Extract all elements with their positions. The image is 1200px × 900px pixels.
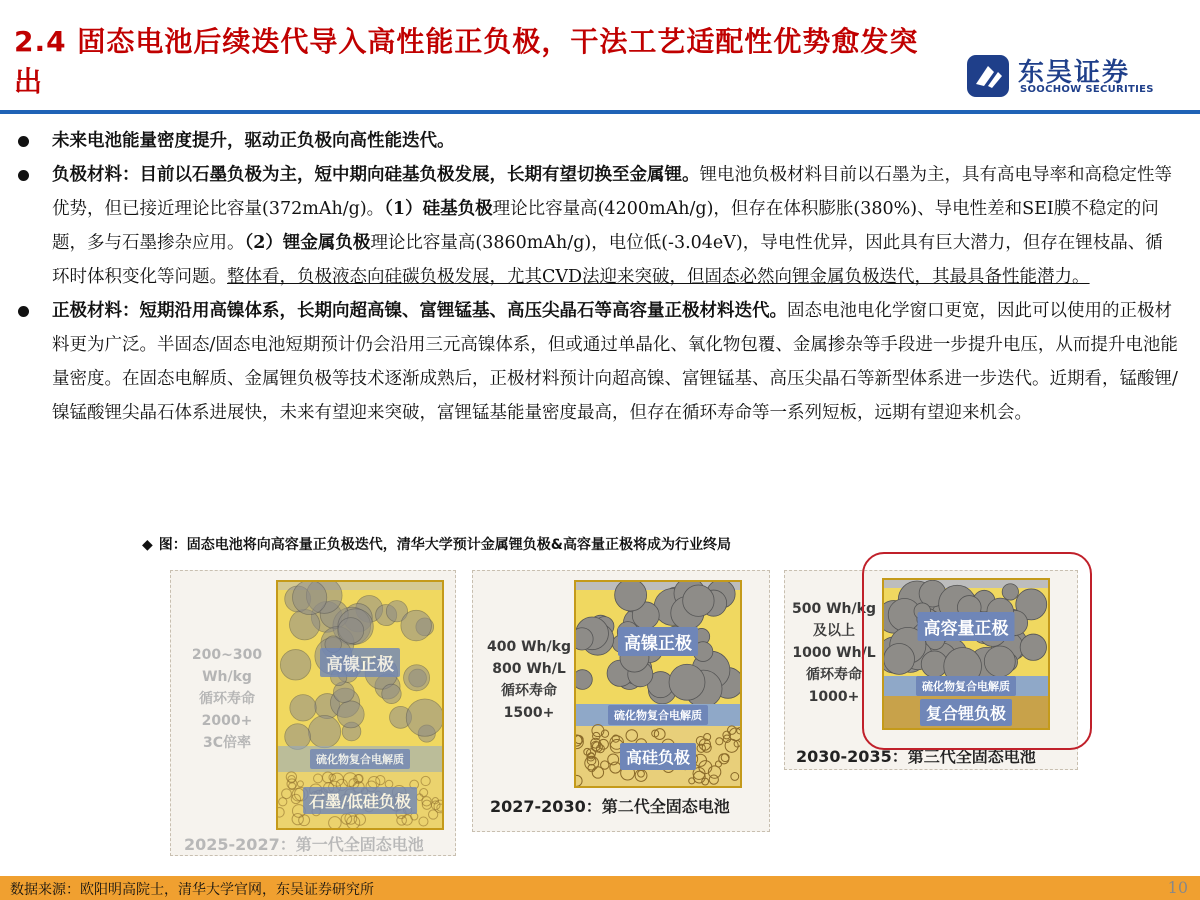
footer-bar: [0, 876, 1200, 900]
spec-line: 2000+: [201, 713, 253, 729]
bullet-dot-icon: [18, 170, 29, 181]
anode-label: 石墨/低硅负极: [303, 787, 417, 814]
cathode-particle: [576, 670, 592, 690]
spec-line: 循环寿命: [806, 667, 862, 683]
anode-label: 高硅负极: [620, 743, 696, 770]
battery-generations-figure: [170, 558, 1078, 856]
diamond-icon: ◆: [142, 537, 153, 553]
soochow-logo-icon: [966, 54, 1010, 98]
bullet-dot-icon: [18, 136, 29, 147]
bullet-item: [14, 158, 1180, 294]
spec-line: 循环寿命: [501, 683, 557, 699]
brand-logo: [966, 54, 1166, 98]
bullet-lead: 未来电池能量密度提升，驱动正负极向高性能迭代。: [52, 131, 455, 151]
bullet-tag: （1）硅基负极: [384, 199, 493, 219]
cathode-particle: [308, 716, 340, 748]
cathode-label: 高镍正极: [618, 627, 698, 656]
cathode-particle: [290, 695, 316, 721]
spec-line: 1500+: [503, 705, 555, 721]
battery-cell-diagram-2: [574, 580, 742, 788]
cathode-particle: [285, 724, 311, 750]
cathode-particle: [293, 582, 327, 615]
cathode-particle: [615, 582, 647, 611]
header-divider: [0, 110, 1200, 114]
bullet-body: 锂电池负极材料目前以石墨为主，具有高电导率和高稳定性等优势，但已接近理论比容量(372mAh/g)。: [52, 165, 1172, 219]
spec-line: 1000 Wh/L: [792, 645, 876, 661]
anode-label: 复合锂负极: [920, 699, 1012, 726]
generation-label-2: 2027-2030：第二代全固态电池: [490, 797, 730, 816]
cathode-particle: [382, 684, 401, 703]
electrolyte-label: 硫化物复合电解质: [916, 676, 1016, 696]
battery-cell-diagram-1: [276, 580, 444, 830]
bullet-item: [14, 294, 1180, 430]
cathode-particle: [683, 585, 714, 616]
generation-label-3: 2030-2035：第三代全固态电池: [796, 747, 1036, 766]
spec-line: 及以上: [813, 623, 855, 639]
highlight-circle: [862, 552, 1092, 750]
bullet-lead: 正极材料：短期沿用高镍体系，长期向超高镍、富锂锰基、高压尖晶石等高容量正极材料迭代。: [52, 301, 787, 321]
bullet-list: [14, 124, 1180, 430]
spec-line: Wh/kg: [202, 669, 252, 685]
cathode-particle: [337, 701, 364, 728]
data-source: 数据来源：欧阳明高院士，清华大学官网，东吴证券研究所: [10, 882, 374, 898]
cathode-label: 高镍正极: [320, 648, 400, 677]
spec-line: 500 Wh/kg: [792, 601, 876, 617]
spec-line: 800 Wh/L: [492, 661, 566, 677]
bullet-body: 固态电池电化学窗口更宽，因此可以使用的正极材料更为广泛。半固态/固态电池短期预计仍会沿用三元高镍体系，但或通过单晶化、氧化物包覆、金属掺杂等手段进一步提升电压，从而提升电池能量密度。在固态电解质、金属锂负极等技术逐渐成熟后，正极材料预计向超高镍、富锂锰基、高压尖晶石等新型体系进一步迭代。近期看，锰酸锂/镍锰酸锂尖晶石体系进展快，未来有望迎来突破，富锂锰基能量密度最高，但存在循环寿命等一系列短板，远期有望迎来机会。: [52, 301, 1178, 423]
bullet-lead: 负极材料：目前以石墨负极为主，短中期向硅基负极发展，长期有望切换至金属锂。: [52, 165, 700, 185]
cathode-particle: [401, 610, 432, 641]
cathode-particle: [669, 664, 705, 700]
generation-label-1: 2025-2027：第一代全固态电池: [184, 835, 424, 854]
electrolyte-label: 硫化物复合电解质: [310, 749, 410, 769]
cathode-particle: [338, 618, 364, 644]
figure-caption: [142, 534, 731, 554]
figure-caption-text: 图：固态电池将向高容量正负极迭代，清华大学预计金属锂负极&高容量正极将成为行业终局: [158, 537, 731, 553]
electrolyte-label: 硫化物复合电解质: [608, 705, 708, 725]
bullet-tag: （2）锂金属负极: [244, 233, 371, 253]
page-title: 2.4 固态电池后续迭代导入高性能正负极，干法工艺适配性优势愈发突出: [14, 25, 919, 98]
spec-line: 循环寿命: [199, 691, 255, 707]
logo-text-en: SOOCHOW SECURITIES: [1020, 84, 1154, 95]
bullet-dot-icon: [18, 306, 29, 317]
spec-line: 1000+: [808, 689, 860, 705]
spec-line: 400 Wh/kg: [487, 639, 571, 655]
bullet-body: 理论比容量高(4200mAh/g)，但存在体积膨胀(380%)、导电性差和SEI膜不稳定的问题，多与石墨掺杂应用。: [52, 199, 1159, 253]
cathode-particle: [406, 699, 442, 736]
page-number: 10: [1167, 878, 1188, 897]
bullet-summary: 整体看，负极液态向硅碳负极发展，尤其CVD法迎来突破，但固态必然向锂金属负极迭代，其最具备性能潜力。: [227, 267, 1090, 287]
spec-line: 200~300: [191, 647, 263, 663]
bullet-body: 理论比容量高(3860mAh/g)，电位低(-3.04eV)，导电性优异，因此具有巨大潜力，但存在锂枝晶、循环时体积变化等问题。: [52, 233, 1163, 287]
cathode-particle: [404, 665, 430, 691]
generation-specs-2: [482, 636, 576, 724]
cathode-particle: [280, 650, 310, 680]
spec-line: 3C倍率: [202, 735, 251, 751]
generation-specs-1: [184, 644, 270, 754]
bullet-item: [14, 124, 1180, 158]
logo-text-cn: 东吴证券: [1018, 58, 1131, 88]
cathode-label: 高容量正极: [918, 612, 1015, 641]
